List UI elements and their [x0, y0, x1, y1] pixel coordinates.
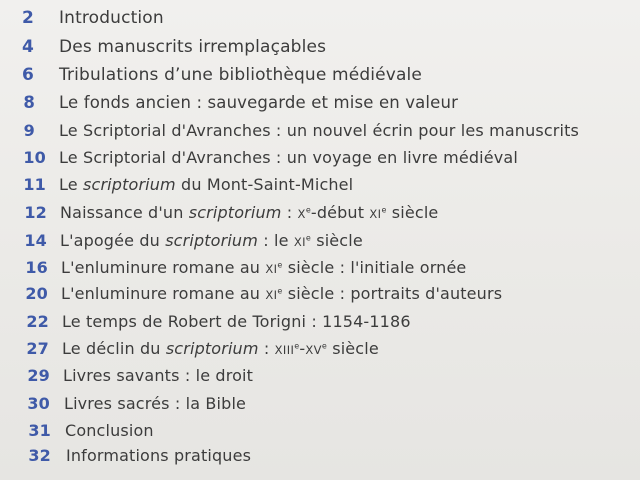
toc-page-number: 4 — [21, 37, 34, 57]
toc-page-number: 20 — [25, 284, 48, 303]
toc-entry-title: Le déclin du scriptorium : XIIIe-XVe siècle — [62, 339, 379, 358]
toc-page-number: 27 — [26, 339, 49, 358]
toc-page-number: 30 — [27, 394, 50, 413]
toc-page-number: 9 — [23, 121, 35, 140]
toc-entry — [0, 8, 640, 34]
toc-entry-title: L'enluminure romane au XIe siècle : portraits d'auteurs — [61, 284, 503, 303]
toc-entry — [0, 446, 640, 472]
toc-entry — [0, 339, 640, 365]
toc-page-number: 6 — [21, 65, 34, 85]
toc-entry — [0, 421, 640, 447]
toc-entry — [0, 121, 640, 147]
toc-entry-title: Le fonds ancien : sauvegarde et mise en valeur — [59, 93, 459, 112]
toc-entry-title: Naissance d'un scriptorium : Xe-début XIe siècle — [60, 203, 439, 222]
toc-page-number: 14 — [24, 231, 47, 250]
toc-entry — [0, 312, 640, 338]
toc-entry — [0, 65, 640, 91]
toc-entry-title: Livres sacrés : la Bible — [64, 394, 247, 413]
toc-entry-title: Introduction — [59, 8, 164, 28]
toc-page-number: 29 — [27, 366, 50, 385]
toc-page-number: 11 — [23, 175, 46, 194]
toc-entry-title: Le Scriptorial d'Avranches : un voyage en livre médiéval — [59, 148, 518, 167]
toc-entry — [0, 93, 640, 119]
toc-entry-title: Conclusion — [65, 421, 154, 440]
toc-entry-title: Informations pratiques — [66, 446, 252, 465]
toc-entry-title: Livres savants : le droit — [63, 366, 254, 385]
toc-entry — [0, 175, 640, 201]
toc-page-number: 2 — [21, 8, 34, 28]
toc-entry-title: Le scriptorium du Mont-Saint-Michel — [59, 175, 354, 194]
toc-entry-title: Le Scriptorial d'Avranches : un nouvel écrin pour les manuscrits — [59, 121, 580, 140]
toc-entry-title: Des manuscrits irremplaçables — [59, 37, 327, 57]
toc-entry — [0, 394, 640, 420]
toc-entry-title: Tribulations d’une bibliothèque médiévale — [59, 65, 423, 85]
toc-entry — [0, 366, 640, 392]
toc-page-number: 12 — [24, 203, 47, 222]
toc-entry — [0, 231, 640, 257]
toc-page-number: 32 — [28, 446, 51, 465]
toc-page-number: 8 — [23, 93, 35, 112]
toc-entry-title: L'apogée du scriptorium : le XIe siècle — [60, 231, 363, 250]
toc-page-number: 31 — [28, 421, 51, 440]
toc-entry — [0, 203, 640, 229]
toc-entry — [0, 37, 640, 63]
toc-entry — [0, 258, 640, 284]
toc-entry-title: Le temps de Robert de Torigni : 1154-1186 — [62, 312, 411, 331]
toc-entry-title: L'enluminure romane au XIe siècle : l'initiale ornée — [61, 258, 467, 277]
toc-page-number: 10 — [23, 148, 46, 167]
toc-page-number: 22 — [26, 312, 49, 331]
toc-entry — [0, 148, 640, 174]
toc-entry — [0, 284, 640, 310]
toc-page-number: 16 — [25, 258, 48, 277]
